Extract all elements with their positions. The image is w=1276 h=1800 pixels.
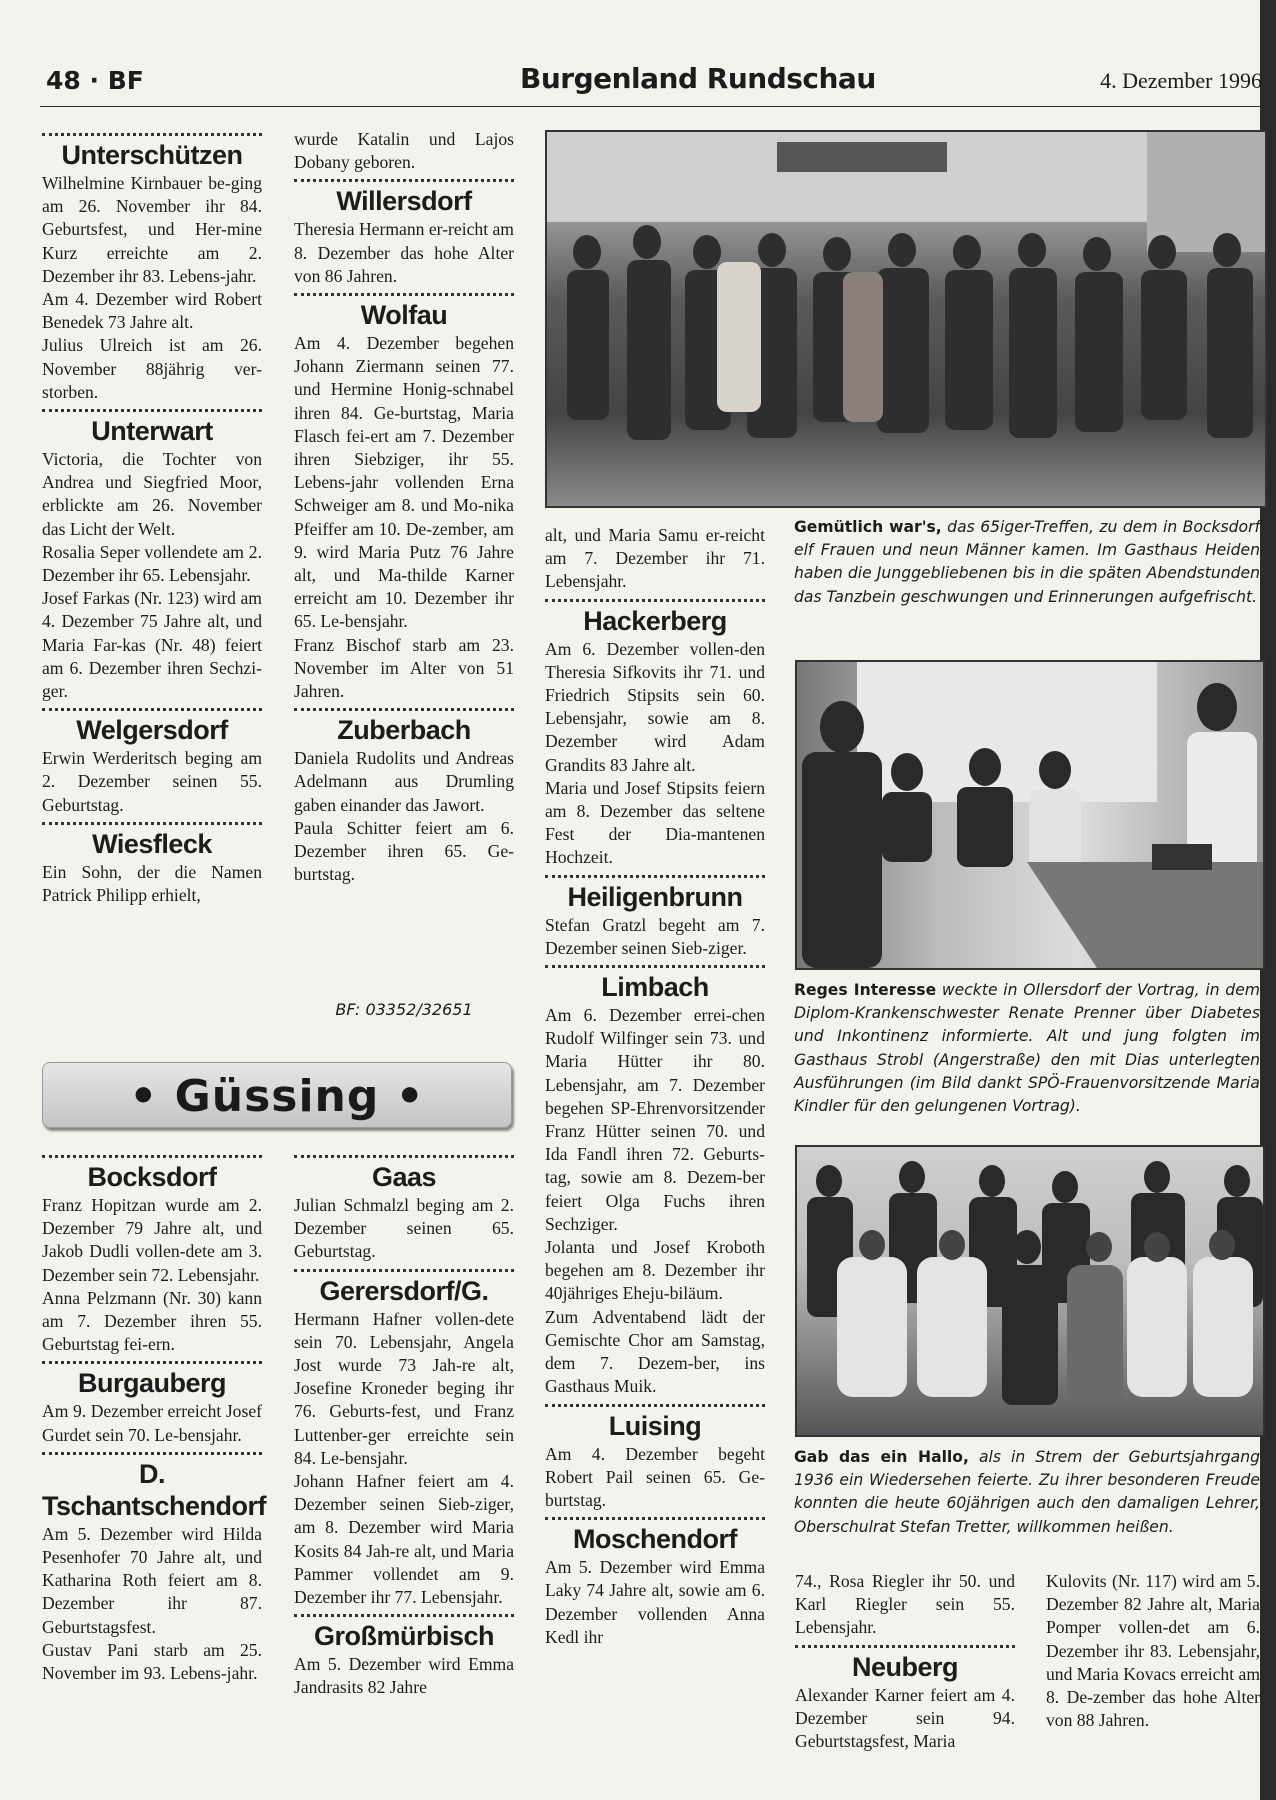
article-paragraph: Ein Sohn, der die Namen Patrick Philipp erhielt, bbox=[42, 861, 262, 906]
article-heading: Unterwart bbox=[91, 416, 213, 447]
article-paragraph: Stefan Gratzl begeht am 7. Dezember seinen Sieb-ziger. bbox=[545, 914, 765, 958]
column-5 bbox=[1046, 1570, 1260, 1732]
issue-date: 4. Dezember 1996 bbox=[1100, 68, 1262, 93]
caption-photo-3 bbox=[794, 1446, 1260, 1539]
article-paragraph: Theresia Hermann er-reicht am 8. Dezember das hohe Alter von 86 Jahren. bbox=[294, 219, 514, 286]
dotted-rule bbox=[42, 1155, 262, 1158]
article-paragraph: Franz Bischof starb am 23. November im Alter von 51 Jahren. bbox=[294, 634, 514, 702]
article-paragraph: Anna Pelzmann (Nr. 30) kann am 7. Dezember ihren 55. Geburtstag fei-ern. bbox=[42, 1287, 262, 1355]
article-paragraph: Kulovits (Nr. 117) wird am 5. Dezember 82 Jahre alt, Maria Pomper vollen-det am 6. Dezember ihr 83. Lebensjahr, und Maria Kovacs erreicht am 8. De-zember das hohe Alter von 88 Jahren. bbox=[1046, 1571, 1260, 1731]
newspaper-title: Burgenland Rundschau bbox=[520, 62, 876, 95]
caption-photo-2 bbox=[794, 979, 1260, 1118]
article-paragraph: Daniela Rudolits und Andreas Adelmann aus Drumling gaben einander das Jawort. bbox=[294, 748, 514, 815]
article-heading: Heiligenbrunn bbox=[567, 881, 743, 912]
page-header bbox=[40, 60, 1262, 107]
article-paragraph: Alexander Karner feiert am 4. Dezember sein 94. Geburtstagsfest, Maria bbox=[795, 1684, 1015, 1752]
article-heading: Limbach bbox=[601, 972, 709, 1003]
article-paragraph: Zum Adventabend lädt der Gemischte Chor am Samstag, dem 7. Dezem-ber, ins Gasthaus Muik. bbox=[545, 1306, 765, 1397]
article-heading: Wiesfleck bbox=[92, 828, 212, 859]
caption-1-lead: Gemütlich war's, bbox=[794, 518, 942, 536]
article-paragraph: Am 9. Dezember erreicht Josef Gurdet sein 70. Le-bensjahr. bbox=[42, 1401, 262, 1445]
photo-figures bbox=[547, 132, 1265, 506]
dotted-rule bbox=[42, 708, 262, 711]
article-heading: Großmürbisch bbox=[313, 1621, 495, 1652]
dotted-rule bbox=[545, 875, 765, 878]
article-heading: Welgersdorf bbox=[76, 715, 228, 746]
dotted-rule bbox=[294, 1155, 514, 1158]
dotted-rule bbox=[294, 293, 514, 296]
article-paragraph: Am 6. Dezember vollen-den Theresia Sifkovits ihr 71. und Friedrich Stipsits sein 60. Lebensjahr, sowie am 8. Dezember wird Adam Grandits 83 Jahre alt. bbox=[545, 638, 765, 775]
article-paragraph: Am 4. Dezember begehen Johann Ziermann seinen 77. und Hermine Honig-schnabel ihren 84. Ge-burtstag, Maria Flasch fei-ert am 7. Dezember ihren Siebziger, ihr 55. Lebens-jahr vollenden Erna Schweiger am 8. und Mo-nika Pfeiffer am 10. De-zember, am 9. wird Maria Putz 76 Jahre alt, und Ma-thilde Karner erreicht am 10. Dezember ihr 65. Le-bensjahr. bbox=[294, 333, 514, 632]
article-heading: Burgauberg bbox=[77, 1368, 226, 1399]
page-number: 48 · BF bbox=[46, 66, 144, 95]
dotted-rule bbox=[42, 1361, 262, 1364]
article-paragraph: Am 4. Dezember wird Robert Benedek 73 Jahre alt. bbox=[42, 289, 262, 333]
article-paragraph: Rosalia Seper vollendete am 2. Dezember ihr 65. Lebensjahr. bbox=[42, 541, 262, 586]
photo-group-bocksdorf bbox=[545, 130, 1267, 508]
dotted-rule bbox=[545, 1517, 765, 1520]
dotted-rule bbox=[42, 133, 262, 136]
article-paragraph: 74., Rosa Riegler ihr 50. und Karl Riegler sein 55. Lebensjahr. bbox=[795, 1571, 1015, 1638]
article-paragraph: Am 5. Dezember wird Emma Laky 74 Jahre alt, sowie am 6. Dezember vollenden Anna Kedl ihr bbox=[545, 1557, 765, 1647]
article-heading: Bocksdorf bbox=[87, 1162, 217, 1192]
article-heading: Hackerberg bbox=[583, 605, 727, 636]
article-paragraph: Am 4. Dezember begeht Robert Pail seinen 65. Ge-burtstag. bbox=[545, 1443, 765, 1510]
dotted-rule bbox=[545, 1404, 765, 1407]
article-heading: Zuberbach bbox=[337, 715, 471, 746]
dotted-rule bbox=[545, 965, 765, 968]
dotted-rule bbox=[42, 822, 262, 825]
article-paragraph: Julian Schmalzl beging am 2. Dezember seinen 65. Geburtstag. bbox=[294, 1195, 514, 1262]
photo-group-strem bbox=[795, 1145, 1265, 1437]
caption-1-text: das 65iger-Treffen, zu dem in Bocksdorf elf Frauen und neun Männer kamen. Im Gasthaus Heiden haben die Junggebliebenen bis in die späten Abendstunden das Tanzbein geschwungen und Erinnerungen aufgefrischt. bbox=[794, 518, 1260, 606]
article-paragraph: Franz Hopitzan wurde am 2. Dezember 79 Jahre alt, und Jakob Dudli vollen-dete am 3. Dezember sein 72. Lebensjahr. bbox=[42, 1195, 262, 1285]
photo-lecture-ollersdorf bbox=[795, 660, 1265, 970]
dotted-rule bbox=[42, 409, 262, 412]
article-paragraph: Wilhelmine Kirnbauer be-ging am 26. November ihr 84. Geburtsfest, und Her-mine Kurz erreichte am 2. Dezember ihr 83. Lebens-jahr. bbox=[42, 173, 262, 286]
article-heading: Gaas bbox=[371, 1162, 437, 1192]
article-heading: Neuberg bbox=[851, 1651, 959, 1682]
column-3 bbox=[545, 524, 765, 1649]
article-paragraph: Am 5. Dezember wird Hilda Pesenhofer 70 Jahre alt, und Katharina Roth feiert am 8. Dezember ihr 87. Geburtstagsfest. bbox=[42, 1523, 262, 1637]
article-heading: Moschendorf bbox=[572, 1524, 737, 1555]
bf-phone: BF: 03352/32651 bbox=[335, 1000, 473, 1019]
dotted-rule bbox=[294, 179, 514, 182]
photo-strem-figures bbox=[797, 1147, 1263, 1435]
article-paragraph: Josef Farkas (Nr. 123) wird am 4. Dezember 75 Jahre alt, und Maria Far-kas (Nr. 48) feiert am 6. Dezember ihren Sechzi-ger. bbox=[42, 588, 262, 702]
caption-2-lead: Reges Interesse bbox=[794, 981, 937, 999]
article-paragraph: alt, und Maria Samu er-reicht am 7. Dezember ihr 71. Lebensjahr. bbox=[545, 525, 765, 592]
column-1-lower bbox=[42, 1150, 267, 1685]
section-banner-label: • Güssing • bbox=[129, 1071, 425, 1122]
article-heading: D. Tschantschendorf bbox=[42, 1458, 267, 1521]
article-heading: Willersdorf bbox=[336, 186, 472, 217]
article-paragraph: Jolanta und Josef Kroboth begehen am 8. Dezember ihr 40jähriges Eheju-biläum. bbox=[545, 1237, 765, 1304]
caption-3-text: als in Strem der Geburtsjahrgang 1936 ein Wiedersehen feierte. Zu ihrer besonderen Freude konnten die heute 60jährigen auch den damaligen Lehrer, Oberschulrat Stefan Tretter, willkommen heißen. bbox=[794, 1448, 1260, 1536]
article-heading: Gerersdorf/G. bbox=[319, 1275, 489, 1306]
dotted-rule bbox=[545, 599, 765, 602]
article-paragraph: Johann Hafner feiert am 4. Dezember seinen Sieb-ziger, am 8. Dezember wird Maria Kosits 84 Jah-re alt, und Maria Pammer vollendet am 9. Dezember ihr 77. Lebensjahr. bbox=[294, 1471, 514, 1608]
article-paragraph: Gustav Pani starb am 25. November im 93. Lebens-jahr. bbox=[42, 1639, 262, 1684]
article-heading: Wolfau bbox=[360, 300, 448, 331]
caption-3-lead: Gab das ein Hallo, bbox=[794, 1448, 969, 1466]
dotted-rule bbox=[42, 1452, 262, 1455]
dotted-rule bbox=[795, 1645, 1015, 1648]
article-paragraph: wurde Katalin und Lajos Dobany geboren. bbox=[294, 129, 514, 173]
article-heading: Unterschützen bbox=[61, 140, 243, 170]
article-paragraph: Paula Schitter feiert am 6. Dezember ihren 65. Ge-burtstag. bbox=[294, 817, 514, 885]
dotted-rule bbox=[294, 1614, 514, 1617]
column-2-lower bbox=[294, 1150, 514, 1700]
column-4 bbox=[795, 1570, 1015, 1753]
dotted-rule bbox=[294, 1269, 514, 1272]
article-paragraph: Julius Ulreich ist am 26. November 88jährig ver-storben. bbox=[42, 335, 262, 402]
article-paragraph: Maria und Josef Stipsits feiern am 8. Dezember das seltene Fest der Dia-mantenen Hochzeit. bbox=[545, 777, 765, 868]
article-paragraph: Hermann Hafner vollen-dete sein 70. Lebensjahr, Angela Jost wurde 73 Jah-re alt, Josefine Kroneder beging ihr 76. Geburts-fest, und Franz Luttenber-ger erreichte sein 84. Le-bensjahr. bbox=[294, 1308, 514, 1468]
dotted-rule bbox=[294, 708, 514, 711]
article-paragraph: Am 5. Dezember wird Emma Jandrasits 82 Jahre bbox=[294, 1654, 514, 1698]
article-paragraph: Am 6. Dezember errei-chen Rudolf Wilfinger sein 73. und Maria Hütter ihr 80. Lebensjahr, am 7. Dezember begehen SP-Ehrenvorsitzender Franz Hütter seinen 70. und Ida Fandl ihren 72. Geburts-tag, sowie am 8. Dezem-ber feiert Olga Fuchs ihren Sechziger. bbox=[545, 1005, 765, 1234]
section-banner-guessing bbox=[42, 1062, 512, 1128]
photo-lecture-figures bbox=[797, 662, 1263, 968]
caption-2-text: weckte in Ollersdorf der Vortrag, in dem Diplom-Krankenschwester Renate Prenner über Diabetes und Inkontinenz informierte. Alt und jung folgten im Gasthaus Strobl (Angerstraße) den mit Dias unterlegten Ausführungen (im Bild dankt SPÖ-Frauenvorsitzende Maria Kindler für den gelungenen Vortrag). bbox=[794, 981, 1260, 1116]
column-2 bbox=[294, 128, 514, 886]
article-paragraph: Erwin Werderitsch beging am 2. Dezember seinen 55. Geburtstag. bbox=[42, 748, 262, 815]
column-1 bbox=[42, 128, 262, 907]
article-heading: Luising bbox=[608, 1410, 702, 1441]
article-paragraph: Victoria, die Tochter von Andrea und Siegfried Moor, erblickte am 26. November das Licht der Welt. bbox=[42, 449, 262, 539]
caption-photo-1 bbox=[794, 516, 1260, 609]
